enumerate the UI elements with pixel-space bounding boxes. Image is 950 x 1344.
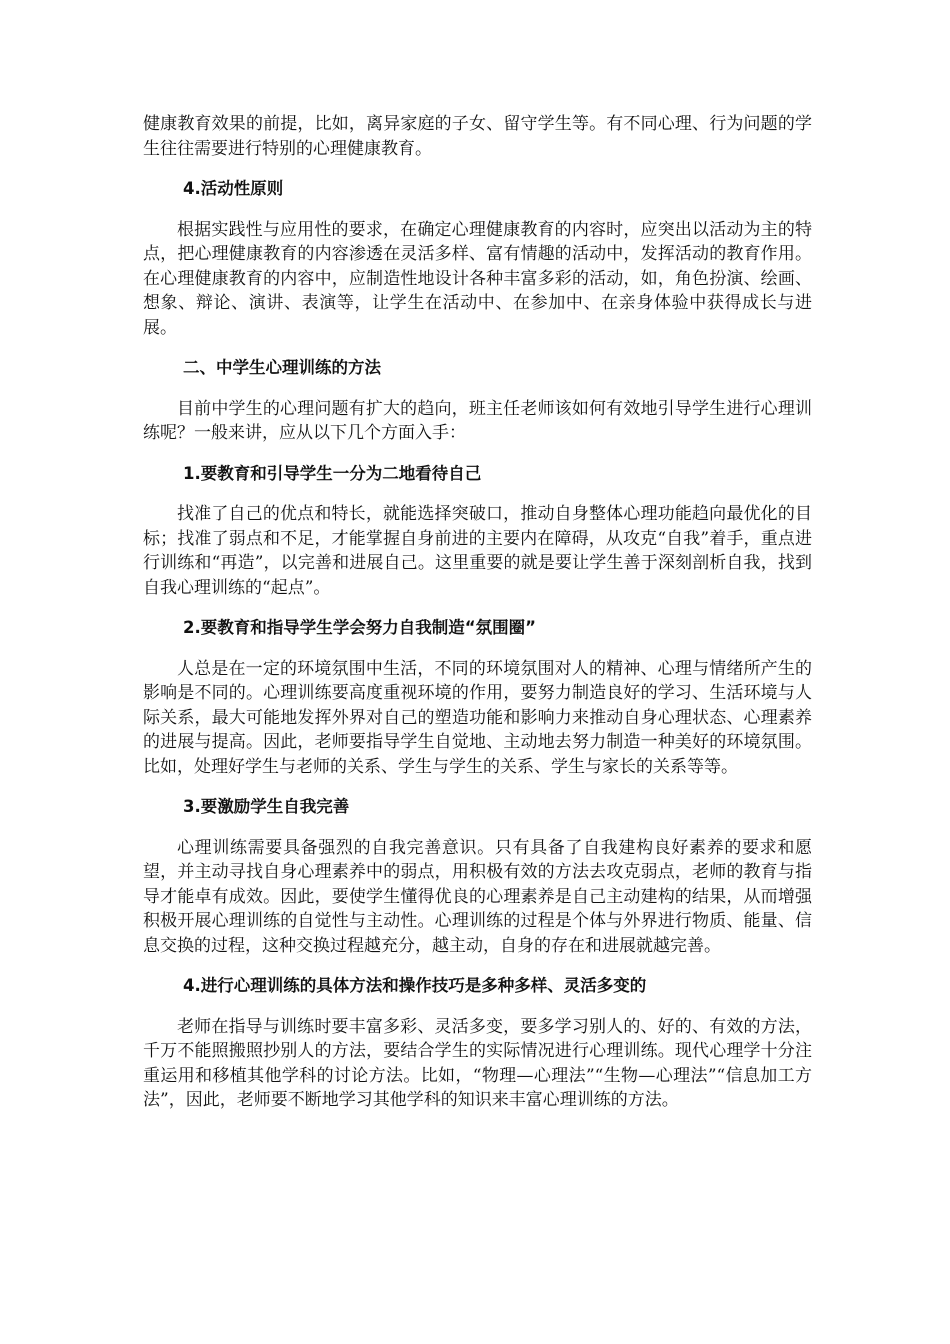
heading-activity-principle: 4.活动性原则 — [183, 179, 284, 198]
paragraph-intro-continued: 健康教育效果的前提，比如，离异家庭的子女、留守学生等。有不同心理、行为问题的学生往往需要进行特别的心理健康教育。 — [143, 114, 812, 159]
heading-method-1: 1.要教育和引导学生一分为二地看待自己 — [183, 463, 482, 483]
paragraph-training-intro: 目前中学生的心理问题有扩大的趋向，班主任老师该如何有效地引导学生进行心理训练呢？一般来讲，应从以下几个方面入手： — [143, 398, 812, 443]
heading-method-4: 4.进行心理训练的具体方法和操作技巧是多种多样、灵活多变的 — [183, 976, 647, 995]
paragraph-activity-principle: 根据实践性与应用性的要求，在确定心理健康教育的内容时，应突出以活动为主的特点，把心理健康教育的内容渗透在灵活多样、富有情趣的活动中，发挥活动的教育作用。在心理健康教育的内容中，应制造性地设计各种丰富多彩的活动，如，角色扮演、绘画、想象、辩论、演讲、表演等，让学生在活动中、在参加中、在亲身体验中获得成长与进展。 — [143, 219, 812, 338]
heading-method-3: 3.要激励学生自我完善 — [183, 797, 350, 816]
paragraph-method-4: 老师在指导与训练时要丰富多彩、灵活多变，要多学习别人的、好的、有效的方法，千万不能照搬照抄别人的方法，要结合学生的实际情况进行心理训练。现代心理学十分注重运用和移植其他学科的讨论方法。比如，“物理—心理法”“生物—心理法”“信息加工方法”，因此，老师要不断地学习其他学科的知识来丰富心理训练的方法。 — [143, 1016, 812, 1110]
paragraph-method-2: 人总是在一定的环境氛围中生活，不同的环境氛围对人的精神、心理与情绪所产生的影响是不同的。心理训练要高度重视环境的作用，要努力制造良好的学习、生活环境与人际关系，最大可能地发挥外界对自己的塑造功能和影响力来推动自身心理状态、心理素养的进展与提高。因此，老师要指导学生自觉地、主动地去努力制造一种美好的环境氛围。比如，处理好学生与老师的关系、学生与学生的关系、学生与家长的关系等等。 — [143, 658, 812, 777]
heading-training-methods: 二、中学生心理训练的方法 — [183, 358, 381, 377]
heading-method-2: 2.要教育和指导学生学会努力自我制造“氛围圈” — [183, 618, 536, 637]
paragraph-method-3: 心理训练需要具备强烈的自我完善意识。只有具备了自我建构良好素养的要求和愿望，并主动寻找自身心理素养中的弱点，用积极有效的方法去攻克弱点，老师的教育与指导才能卓有成效。因此，要使学生懂得优良的心理素养是自己主动建构的结果，从而增强积极开展心理训练的自觉性与主动性。心理训练的过程是个体与外界进行物质、能量、信息交换的过程，这种交换过程越充分，越主动，自身的存在和进展就越完善。 — [143, 837, 812, 956]
paragraph-method-1: 找准了自己的优点和特长，就能选择突破口，推动自身整体心理功能趋向最优化的目标；找准了弱点和不足，才能掌握自身前进的主要内在障碍，从攻克“自我”着手，重点进行训练和“再造”，以完善和进展自己。这里重要的就是要让学生善于深刻剖析自我，找到自我心理训练的“起点”。 — [143, 504, 812, 598]
